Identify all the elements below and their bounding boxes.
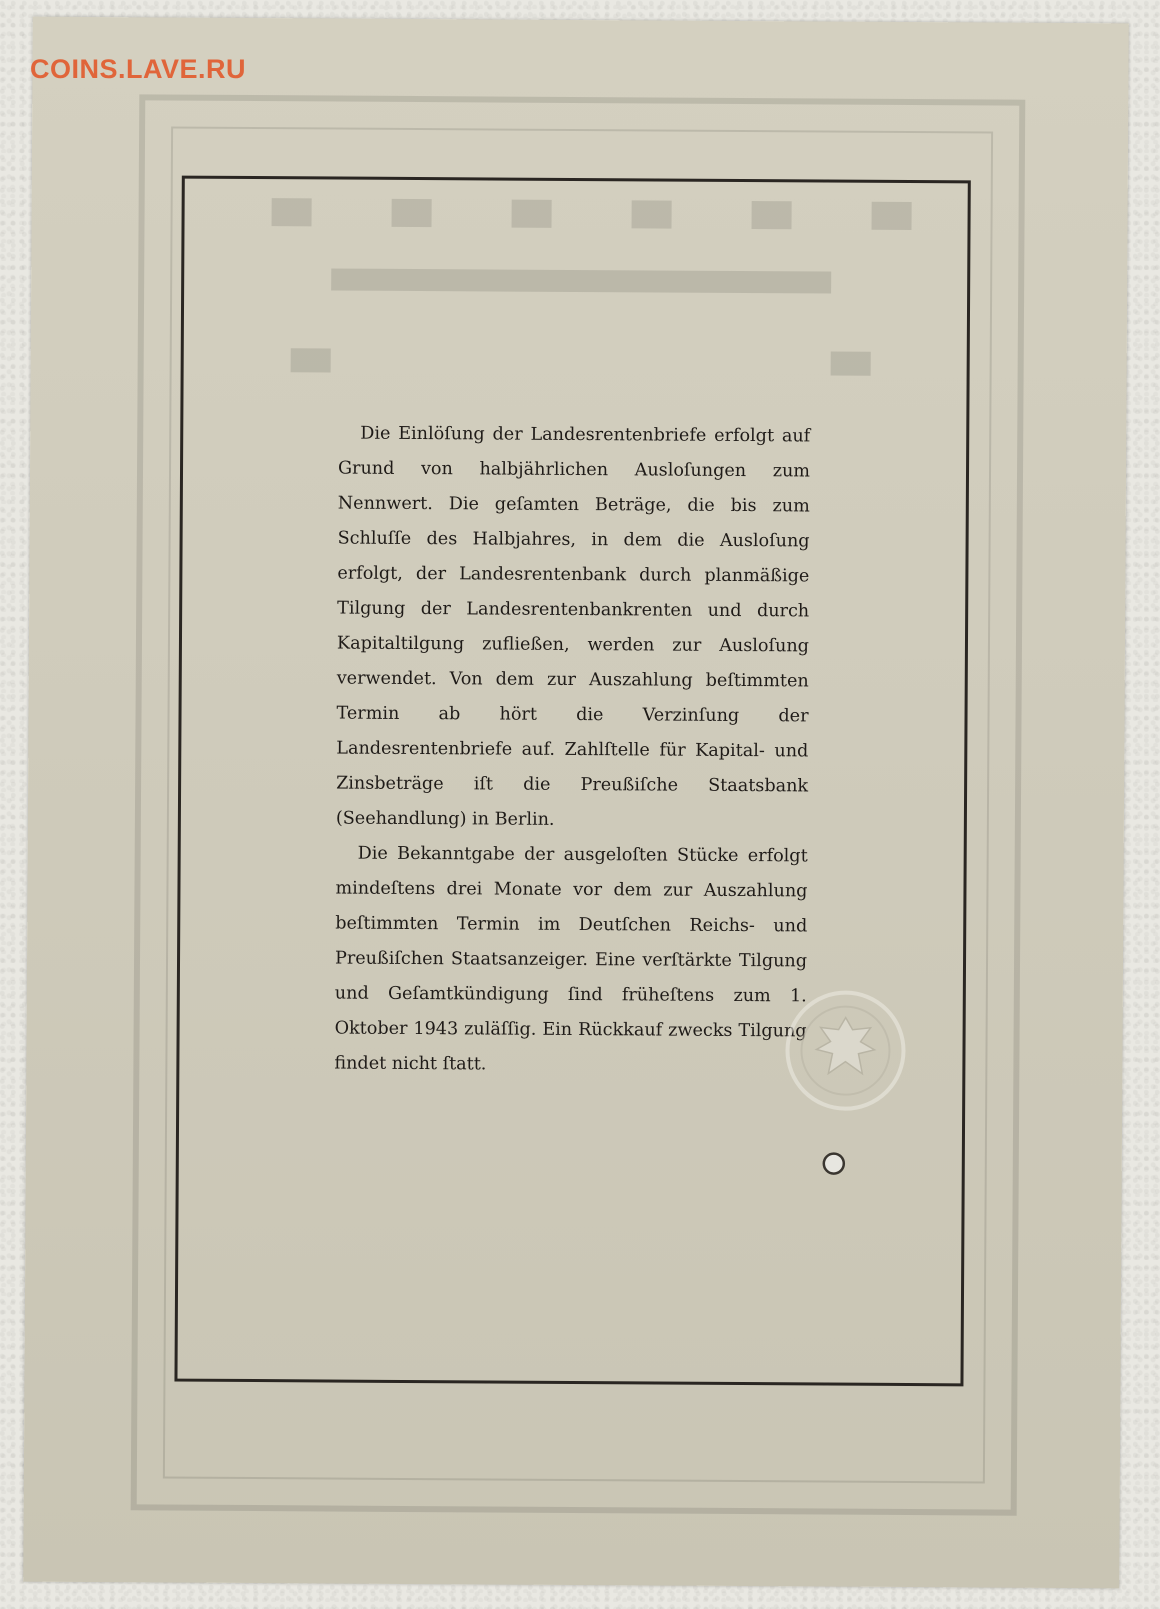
paragraph-redemption: Die Einlöſung der Landesrentenbriefe erfolgt auf Grund von halbjährlichen Ausloſungen zum Nennwert. Die geſamten Beträge, die bis zum Schluſſe des Halbjahres, in dem die Ausloſung erfolgt, der Landesrentenbank durch planmäßige Tilgung der Landesrentenbankrenten und durch Kapitaltilgung zufließen, werden zur Ausloſung verwendet. Von dem zur Auszahlung beſtimmten Termin ab hört die Verzinſung der Landesrentenbriefe auf. Zahlſtelle für Kapital- und Zinsbeträge iſt die Preußiſche Staatsbank (Seehandlung) in Berlin. xyxy=(335,423,811,830)
certificate-paper xyxy=(23,17,1129,1589)
embossed-eagle-seal-icon xyxy=(782,987,909,1114)
punch-hole xyxy=(822,1152,846,1176)
terms-text xyxy=(334,417,810,1085)
site-watermark: COINS.LAVE.RU xyxy=(30,54,247,84)
paragraph-announcement: Die Bekanntgabe der ausgeloſten Stücke erfolgt mindeſtens drei Monate vor dem zur Auszahlung beſtimmten Termin im Deutſchen Reichs- und Preußiſchen Staatsanzeiger. Eine verſtärkte Tilgung und Geſamtkündigung ſind früheſtens zum 1. Oktober 1943 zuläſſig. Ein Rückkauf zwecks Tilgung findet nicht ſtatt. xyxy=(334,843,808,1075)
